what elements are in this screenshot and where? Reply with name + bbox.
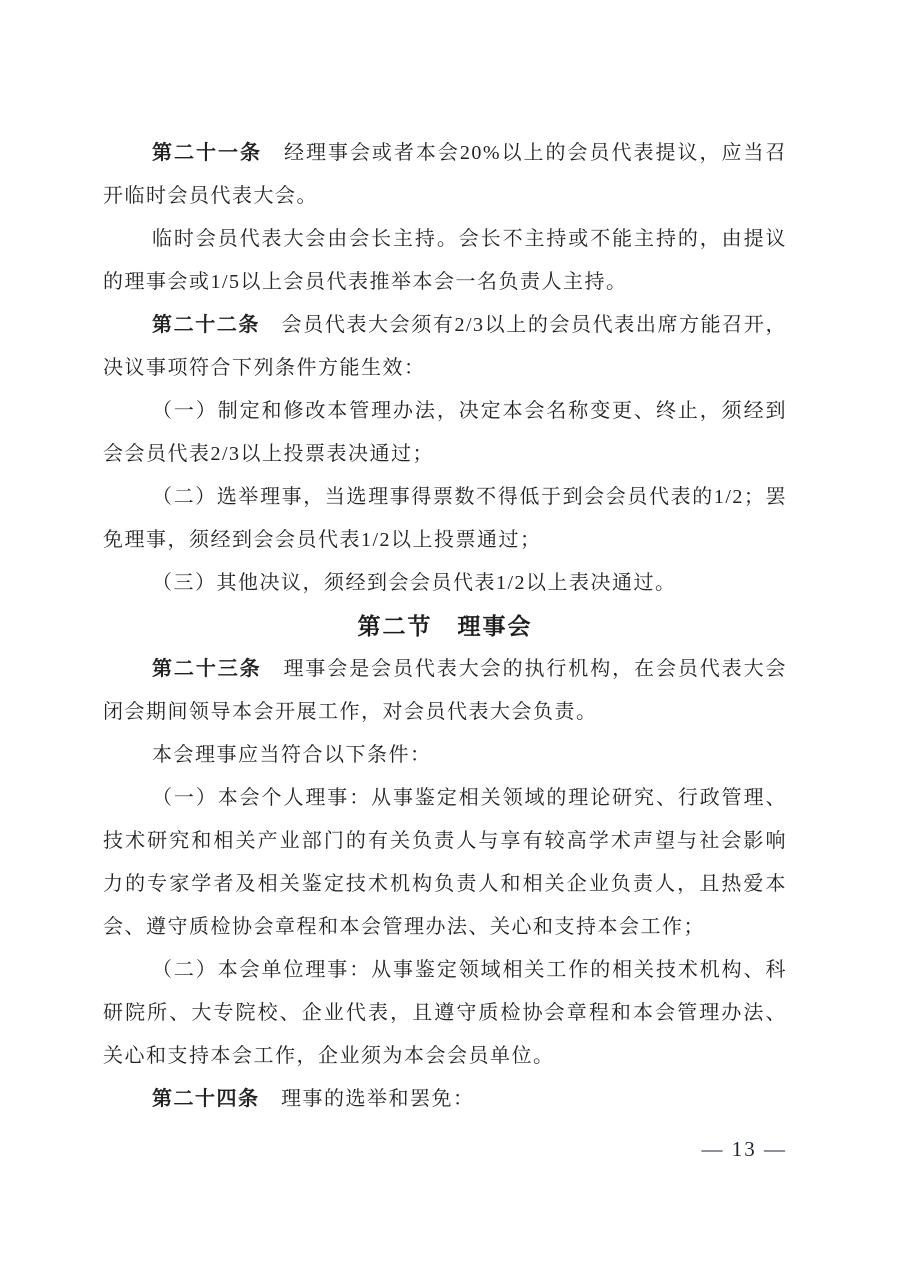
article-number: 第二十一条: [152, 142, 262, 164]
article-number: 第二十三条: [152, 658, 262, 680]
document-body: [103, 132, 787, 1121]
paragraph: 第二十四条 理事的选举和罢免：: [152, 1088, 475, 1110]
paragraph: （二）选举理事，当选理事得票数不得低于到会会员代表的1/2；罢免理事，须经到会会员代表1/2以上投票通过；: [103, 486, 787, 551]
paragraph: 第二十二条 会员代表大会须有2/3以上的会员代表出席方能召开，决议事项符合下列条件方能生效：: [103, 314, 788, 379]
paragraph: 本会理事应当符合以下条件：: [152, 744, 432, 766]
paragraph: 第二十一条 经理事会或者本会20%以上的会员代表提议，应当召开临时会员代表大会。: [103, 142, 787, 207]
page-number: — 13 —: [701, 1137, 787, 1161]
paragraph: （一）制定和修改本管理办法，决定本会名称变更、终止，须经到会会员代表2/3以上投票表决通过；: [103, 400, 787, 465]
paragraph: （一）本会个人理事：从事鉴定相关领域的理论研究、行政管理、技术研究和相关产业部门的有关负责人与享有较高学术声望与社会影响力的专家学者及相关鉴定技术机构负责人和相关企业负责人，且热爱本会、遵守质检协会章程和本会管理办法、关心和支持本会工作；: [103, 787, 787, 938]
paragraph: 临时会员代表大会由会长主持。会长不主持或不能主持的，由提议的理事会或1/5以上会员代表推举本会一名负责人主持。: [103, 228, 787, 293]
article-number: 第二十四条: [152, 1088, 260, 1110]
paragraph: 第二十三条 理事会是会员代表大会的执行机构，在会员代表大会闭会期间领导本会开展工作，对会员代表大会负责。: [103, 658, 788, 723]
article-number: 第二十二条: [152, 314, 261, 336]
paragraph: （二）本会单位理事：从事鉴定领域相关工作的相关技术机构、科研院所、大专院校、企业代表，且遵守质检协会章程和本会管理办法、关心和支持本会工作，企业须为本会会员单位。: [103, 959, 787, 1067]
section-heading: 第二节 理事会: [357, 613, 533, 639]
paragraph: （三）其他决议，须经到会会员代表1/2以上表决通过。: [152, 572, 677, 594]
